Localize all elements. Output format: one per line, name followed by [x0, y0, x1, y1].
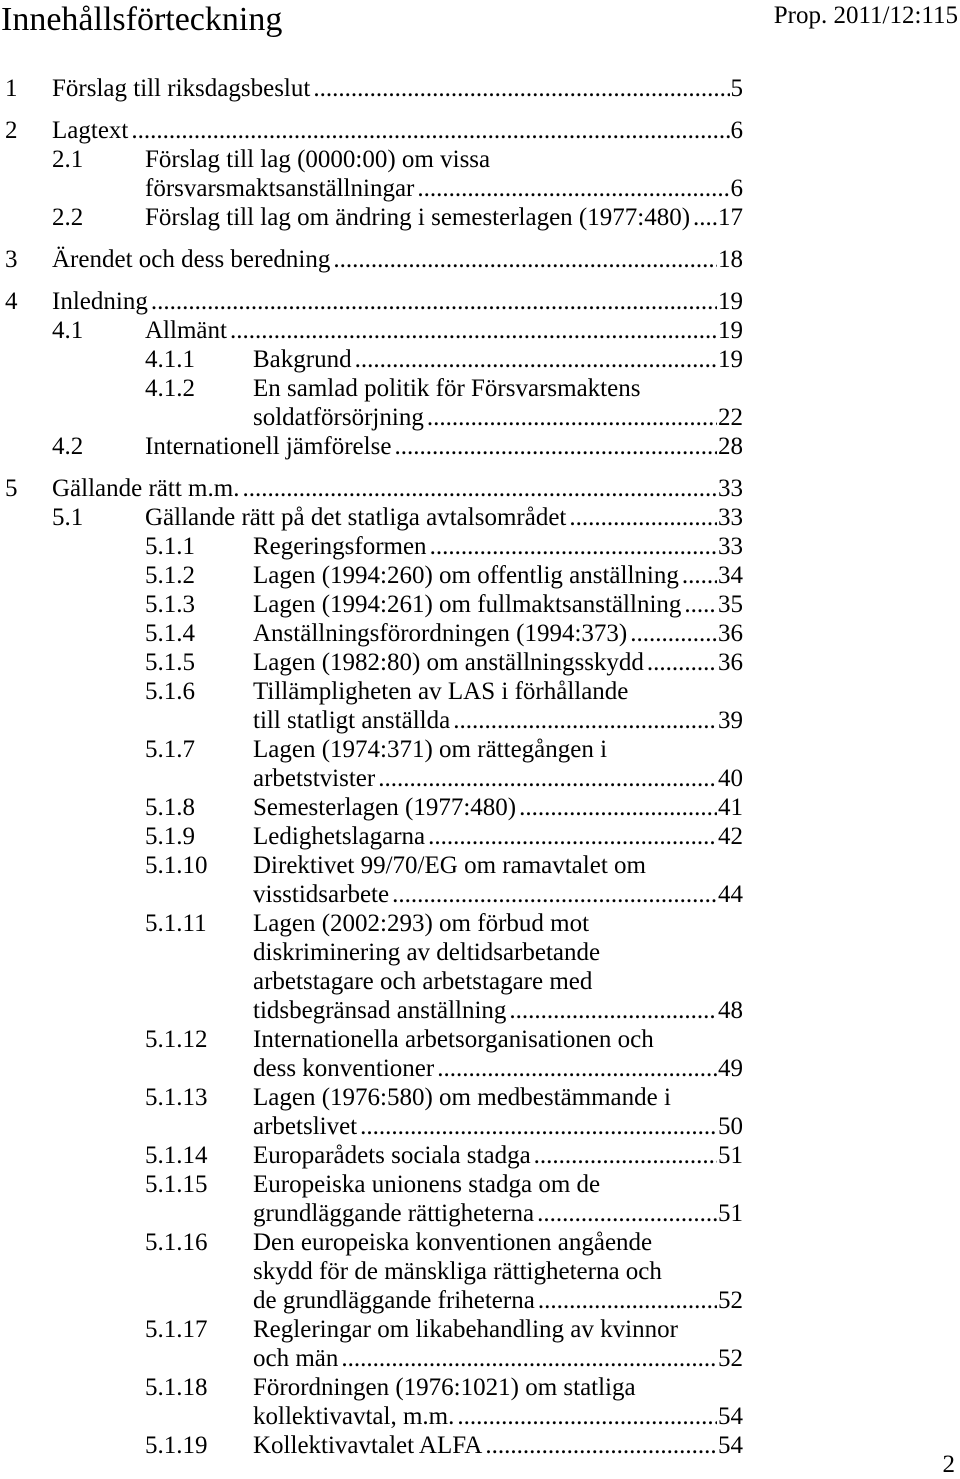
toc-entry-row	[0, 648, 743, 677]
toc-number: 2.1	[52, 146, 84, 173]
toc-title-line: skydd för de mänskliga rättigheterna och	[253, 1258, 662, 1285]
dot-leader	[414, 174, 729, 203]
table-of-contents	[0, 74, 743, 1460]
toc-number: 2	[5, 117, 18, 144]
toc-title-line: Allmänt	[145, 317, 227, 344]
toc-page-number: 49	[718, 1055, 743, 1082]
toc-entry	[0, 145, 743, 203]
toc-page-number: 54	[718, 1403, 743, 1430]
toc-page-number: 54	[718, 1432, 743, 1459]
toc-entry	[0, 474, 743, 503]
toc-entry-continuation-row	[0, 706, 743, 735]
toc-page-number: 44	[718, 881, 743, 908]
toc-entry-row	[0, 851, 743, 880]
dot-leader	[482, 1431, 717, 1460]
dot-leader	[148, 287, 717, 316]
toc-title-line: Inledning	[52, 288, 148, 315]
toc-entry-continuation-row	[0, 996, 743, 1025]
dot-leader	[330, 245, 717, 274]
toc-title-line: Kollektivavtalet ALFA	[253, 1432, 483, 1459]
toc-entry-row	[0, 619, 743, 648]
toc-title-line: Lagen (1974:371) om rättegången i	[253, 736, 608, 763]
toc-number: 1	[5, 75, 18, 102]
toc-number: 5.1.4	[145, 620, 195, 647]
toc-entry-row	[0, 532, 743, 561]
toc-title-line: Europarådets sociala stadga	[253, 1142, 531, 1169]
toc-title-line: kollektivavtal, m.m.	[253, 1403, 455, 1430]
toc-entry	[0, 1431, 743, 1460]
toc-title-line: Förslag till lag om ändring i semesterlagen (1977:480)	[145, 204, 691, 231]
dot-leader	[531, 1141, 717, 1170]
toc-title-line: Lagen (1994:261) om fullmaktsanställning	[253, 591, 682, 618]
toc-entry-row	[0, 474, 743, 503]
toc-page-number: 48	[718, 997, 743, 1024]
toc-entry-row	[0, 1228, 743, 1257]
toc-number: 5.1.7	[145, 736, 195, 763]
dot-leader	[566, 503, 717, 532]
toc-entry	[0, 619, 743, 648]
toc-title-line: Gällande rätt på det statliga avtalsområdet	[145, 504, 567, 531]
toc-entry	[0, 793, 743, 822]
toc-title-line: Tillämpligheten av LAS i förhållande	[253, 678, 629, 705]
toc-title-line: Internationell jämförelse	[145, 433, 392, 460]
toc-entry-continuation-row	[0, 1112, 743, 1141]
toc-title-line: arbetstvister	[253, 765, 376, 792]
toc-number: 4.2	[52, 433, 84, 460]
toc-title-line: diskriminering av deltidsarbetande	[253, 939, 601, 966]
toc-title-line: Regeringsformen	[253, 533, 427, 560]
toc-title-line: soldatförsörjning	[253, 404, 424, 431]
dot-leader	[679, 561, 717, 590]
toc-entry	[0, 374, 743, 432]
dot-leader	[424, 403, 717, 432]
toc-entry	[0, 648, 743, 677]
toc-entry	[0, 432, 743, 461]
toc-entry-row	[0, 203, 743, 232]
toc-page-number: 33	[718, 533, 743, 560]
toc-title-line: Semesterlagen (1977:480)	[253, 794, 517, 821]
toc-entry-continuation-row	[0, 1286, 743, 1315]
toc-page-number: 52	[718, 1345, 743, 1372]
toc-entry-row	[0, 74, 743, 103]
dot-leader	[389, 880, 717, 909]
toc-entry-row	[0, 145, 743, 174]
toc-title-line: Lagen (1994:260) om offentlig anställning	[253, 562, 679, 589]
toc-title-line: arbetstagare och arbetstagare med	[253, 968, 593, 995]
toc-number: 5.1.17	[145, 1316, 208, 1343]
toc-page-number: 51	[718, 1200, 743, 1227]
toc-entry-row	[0, 245, 743, 274]
toc-title-line: Internationella arbetsorganisationen och	[253, 1026, 654, 1053]
toc-entry-row	[0, 1170, 743, 1199]
toc-entry-continuation-row	[0, 764, 743, 793]
toc-number: 5.1.11	[145, 910, 207, 937]
toc-title-line: Gällande rätt m.m.	[52, 475, 240, 502]
page-title: Innehållsförteckning	[1, 1, 283, 38]
toc-number: 5.1.6	[145, 678, 195, 705]
toc-number: 4.1.1	[145, 346, 195, 373]
toc-number: 2.2	[52, 204, 84, 231]
toc-page-number: 52	[718, 1287, 743, 1314]
toc-number: 5.1.1	[145, 533, 195, 560]
toc-entry	[0, 503, 743, 532]
dot-leader	[310, 74, 729, 103]
toc-number: 5.1.13	[145, 1084, 208, 1111]
dot-leader	[434, 1054, 717, 1083]
toc-number: 5.1.12	[145, 1026, 208, 1053]
toc-number: 3	[5, 246, 18, 273]
toc-page-number: 18	[718, 246, 743, 273]
toc-entry-continuation-row	[0, 174, 743, 203]
dot-leader	[627, 619, 717, 648]
toc-entry-row	[0, 1315, 743, 1344]
toc-page-number: 34	[718, 562, 743, 589]
toc-title-line: Förordningen (1976:1021) om statliga	[253, 1374, 636, 1401]
toc-entry-row	[0, 1373, 743, 1402]
dot-leader	[506, 996, 717, 1025]
toc-entry-row	[0, 793, 743, 822]
toc-entry-continuation-row	[0, 938, 743, 967]
toc-title-line: Lagen (1976:580) om medbestämmande i	[253, 1084, 671, 1111]
toc-title-line: Lagtext	[52, 117, 129, 144]
toc-entry-row	[0, 1431, 743, 1460]
toc-entry-row	[0, 316, 743, 345]
dot-leader	[375, 764, 717, 793]
toc-entry	[0, 1083, 743, 1141]
toc-entry-row	[0, 561, 743, 590]
toc-page-number: 22	[718, 404, 743, 431]
toc-page-number: 41	[718, 794, 743, 821]
toc-number: 5.1	[52, 504, 84, 531]
toc-entry	[0, 735, 743, 793]
toc-page-number: 36	[718, 620, 743, 647]
toc-title-line: Direktivet 99/70/EG om ramavtalet om	[253, 852, 646, 879]
toc-title-line: de grundläggande friheterna	[253, 1287, 535, 1314]
toc-entry-continuation-row	[0, 880, 743, 909]
toc-page-number: 19	[718, 317, 743, 344]
toc-number: 5.1.19	[145, 1432, 208, 1459]
toc-entry-row	[0, 590, 743, 619]
toc-title-line: arbetslivet	[253, 1113, 358, 1140]
dot-leader	[427, 532, 717, 561]
toc-title-line: Regleringar om likabehandling av kvinnor	[253, 1316, 678, 1343]
toc-entry	[0, 1025, 743, 1083]
toc-number: 5	[5, 475, 18, 502]
toc-number: 5.1.10	[145, 852, 208, 879]
toc-entry	[0, 822, 743, 851]
toc-entry	[0, 561, 743, 590]
toc-entry	[0, 245, 743, 274]
toc-entry	[0, 287, 743, 316]
dot-leader	[357, 1112, 717, 1141]
toc-title-line: Anställningsförordningen (1994:373)	[253, 620, 628, 647]
toc-page-number: 36	[718, 649, 743, 676]
toc-entry	[0, 203, 743, 232]
dot-leader	[454, 1402, 717, 1431]
toc-number: 5.1.16	[145, 1229, 208, 1256]
toc-entry-continuation-row	[0, 967, 743, 996]
dot-leader	[128, 116, 729, 145]
toc-entry-row	[0, 909, 743, 938]
dot-leader	[352, 345, 717, 374]
toc-entry	[0, 677, 743, 735]
toc-number: 5.1.8	[145, 794, 195, 821]
toc-page-number: 17	[718, 204, 743, 231]
dot-leader	[681, 590, 717, 619]
dot-leader	[227, 316, 717, 345]
toc-page-number: 6	[730, 117, 743, 144]
toc-entry-continuation-row	[0, 1402, 743, 1431]
toc-entry-row	[0, 503, 743, 532]
toc-entry	[0, 1315, 743, 1373]
toc-title-line: Lagen (1982:80) om anställningsskydd	[253, 649, 644, 676]
page-number: 2	[942, 1451, 955, 1478]
toc-entry	[0, 851, 743, 909]
toc-number: 5.1.18	[145, 1374, 208, 1401]
toc-number: 5.1.14	[145, 1142, 208, 1169]
dot-leader	[516, 793, 717, 822]
toc-title-line: Ärendet och dess beredning	[52, 246, 331, 273]
toc-entry	[0, 316, 743, 345]
toc-entry	[0, 532, 743, 561]
toc-entry-row	[0, 1083, 743, 1112]
dot-leader	[450, 706, 717, 735]
toc-title-line: Europeiska unionens stadga om de	[253, 1171, 601, 1198]
toc-entry	[0, 590, 743, 619]
toc-entry-row	[0, 432, 743, 461]
dot-leader	[535, 1286, 717, 1315]
toc-title-line: och män	[253, 1345, 339, 1372]
toc-entry-row	[0, 345, 743, 374]
document-reference: Prop. 2011/12:115	[773, 2, 958, 29]
toc-entry	[0, 116, 743, 145]
toc-entry-continuation-row	[0, 403, 743, 432]
toc-number: 5.1.9	[145, 823, 195, 850]
toc-number: 5.1.2	[145, 562, 195, 589]
toc-entry-continuation-row	[0, 1199, 743, 1228]
toc-entry-row	[0, 1141, 743, 1170]
toc-title-line: Förslag till riksdagsbeslut	[52, 75, 311, 102]
toc-number: 5.1.3	[145, 591, 195, 618]
dot-leader	[391, 432, 717, 461]
dot-leader	[425, 822, 717, 851]
toc-entry	[0, 909, 743, 1025]
toc-page-number: 50	[718, 1113, 743, 1140]
toc-title-line: Ledighetslagarna	[253, 823, 426, 850]
toc-title-line: visstidsarbete	[253, 881, 390, 908]
toc-entry	[0, 1228, 743, 1315]
dot-leader	[534, 1199, 717, 1228]
toc-title-line: Lagen (2002:293) om förbud mot	[253, 910, 590, 937]
toc-entry-row	[0, 287, 743, 316]
toc-entry-row	[0, 116, 743, 145]
toc-number: 4.1.2	[145, 375, 195, 402]
toc-entry-row	[0, 1025, 743, 1054]
toc-page-number: 28	[718, 433, 743, 460]
toc-entry-continuation-row	[0, 1344, 743, 1373]
toc-page-number: 19	[718, 288, 743, 315]
toc-title-line: försvarsmaktsanställningar	[145, 175, 415, 202]
dot-leader	[690, 203, 717, 232]
toc-page-number: 33	[718, 504, 743, 531]
toc-number: 4	[5, 288, 18, 315]
toc-number: 5.1.15	[145, 1171, 208, 1198]
toc-page-number: 33	[718, 475, 743, 502]
toc-entry	[0, 345, 743, 374]
toc-page-number: 51	[718, 1142, 743, 1169]
toc-entry-row	[0, 677, 743, 706]
toc-entry	[0, 1373, 743, 1431]
dot-leader	[239, 474, 717, 503]
toc-entry-continuation-row	[0, 1054, 743, 1083]
toc-title-line: Bakgrund	[253, 346, 352, 373]
dot-leader	[644, 648, 717, 677]
toc-title-line: tidsbegränsad anställning	[253, 997, 507, 1024]
toc-title-line: Den europeiska konventionen angående	[253, 1229, 653, 1256]
toc-page-number: 42	[718, 823, 743, 850]
toc-entry	[0, 1141, 743, 1170]
toc-entry-row	[0, 822, 743, 851]
toc-page-number: 6	[730, 175, 743, 202]
toc-title-line: En samlad politik för Försvarsmaktens	[253, 375, 641, 402]
toc-title-line: till statligt anställda	[253, 707, 451, 734]
toc-entry-continuation-row	[0, 1257, 743, 1286]
toc-page-number: 5	[730, 75, 743, 102]
toc-title-line: dess konventioner	[253, 1055, 435, 1082]
toc-title-line: Förslag till lag (0000:00) om vissa	[145, 146, 491, 173]
toc-title-line: grundläggande rättigheterna	[253, 1200, 535, 1227]
toc-number: 4.1	[52, 317, 84, 344]
toc-page-number: 19	[718, 346, 743, 373]
toc-entry-row	[0, 735, 743, 764]
dot-leader	[338, 1344, 717, 1373]
toc-entry	[0, 1170, 743, 1228]
toc-page-number: 40	[718, 765, 743, 792]
toc-entry-row	[0, 374, 743, 403]
toc-page-number: 35	[718, 591, 743, 618]
toc-number: 5.1.5	[145, 649, 195, 676]
toc-page-number: 39	[718, 707, 743, 734]
toc-entry	[0, 74, 743, 103]
